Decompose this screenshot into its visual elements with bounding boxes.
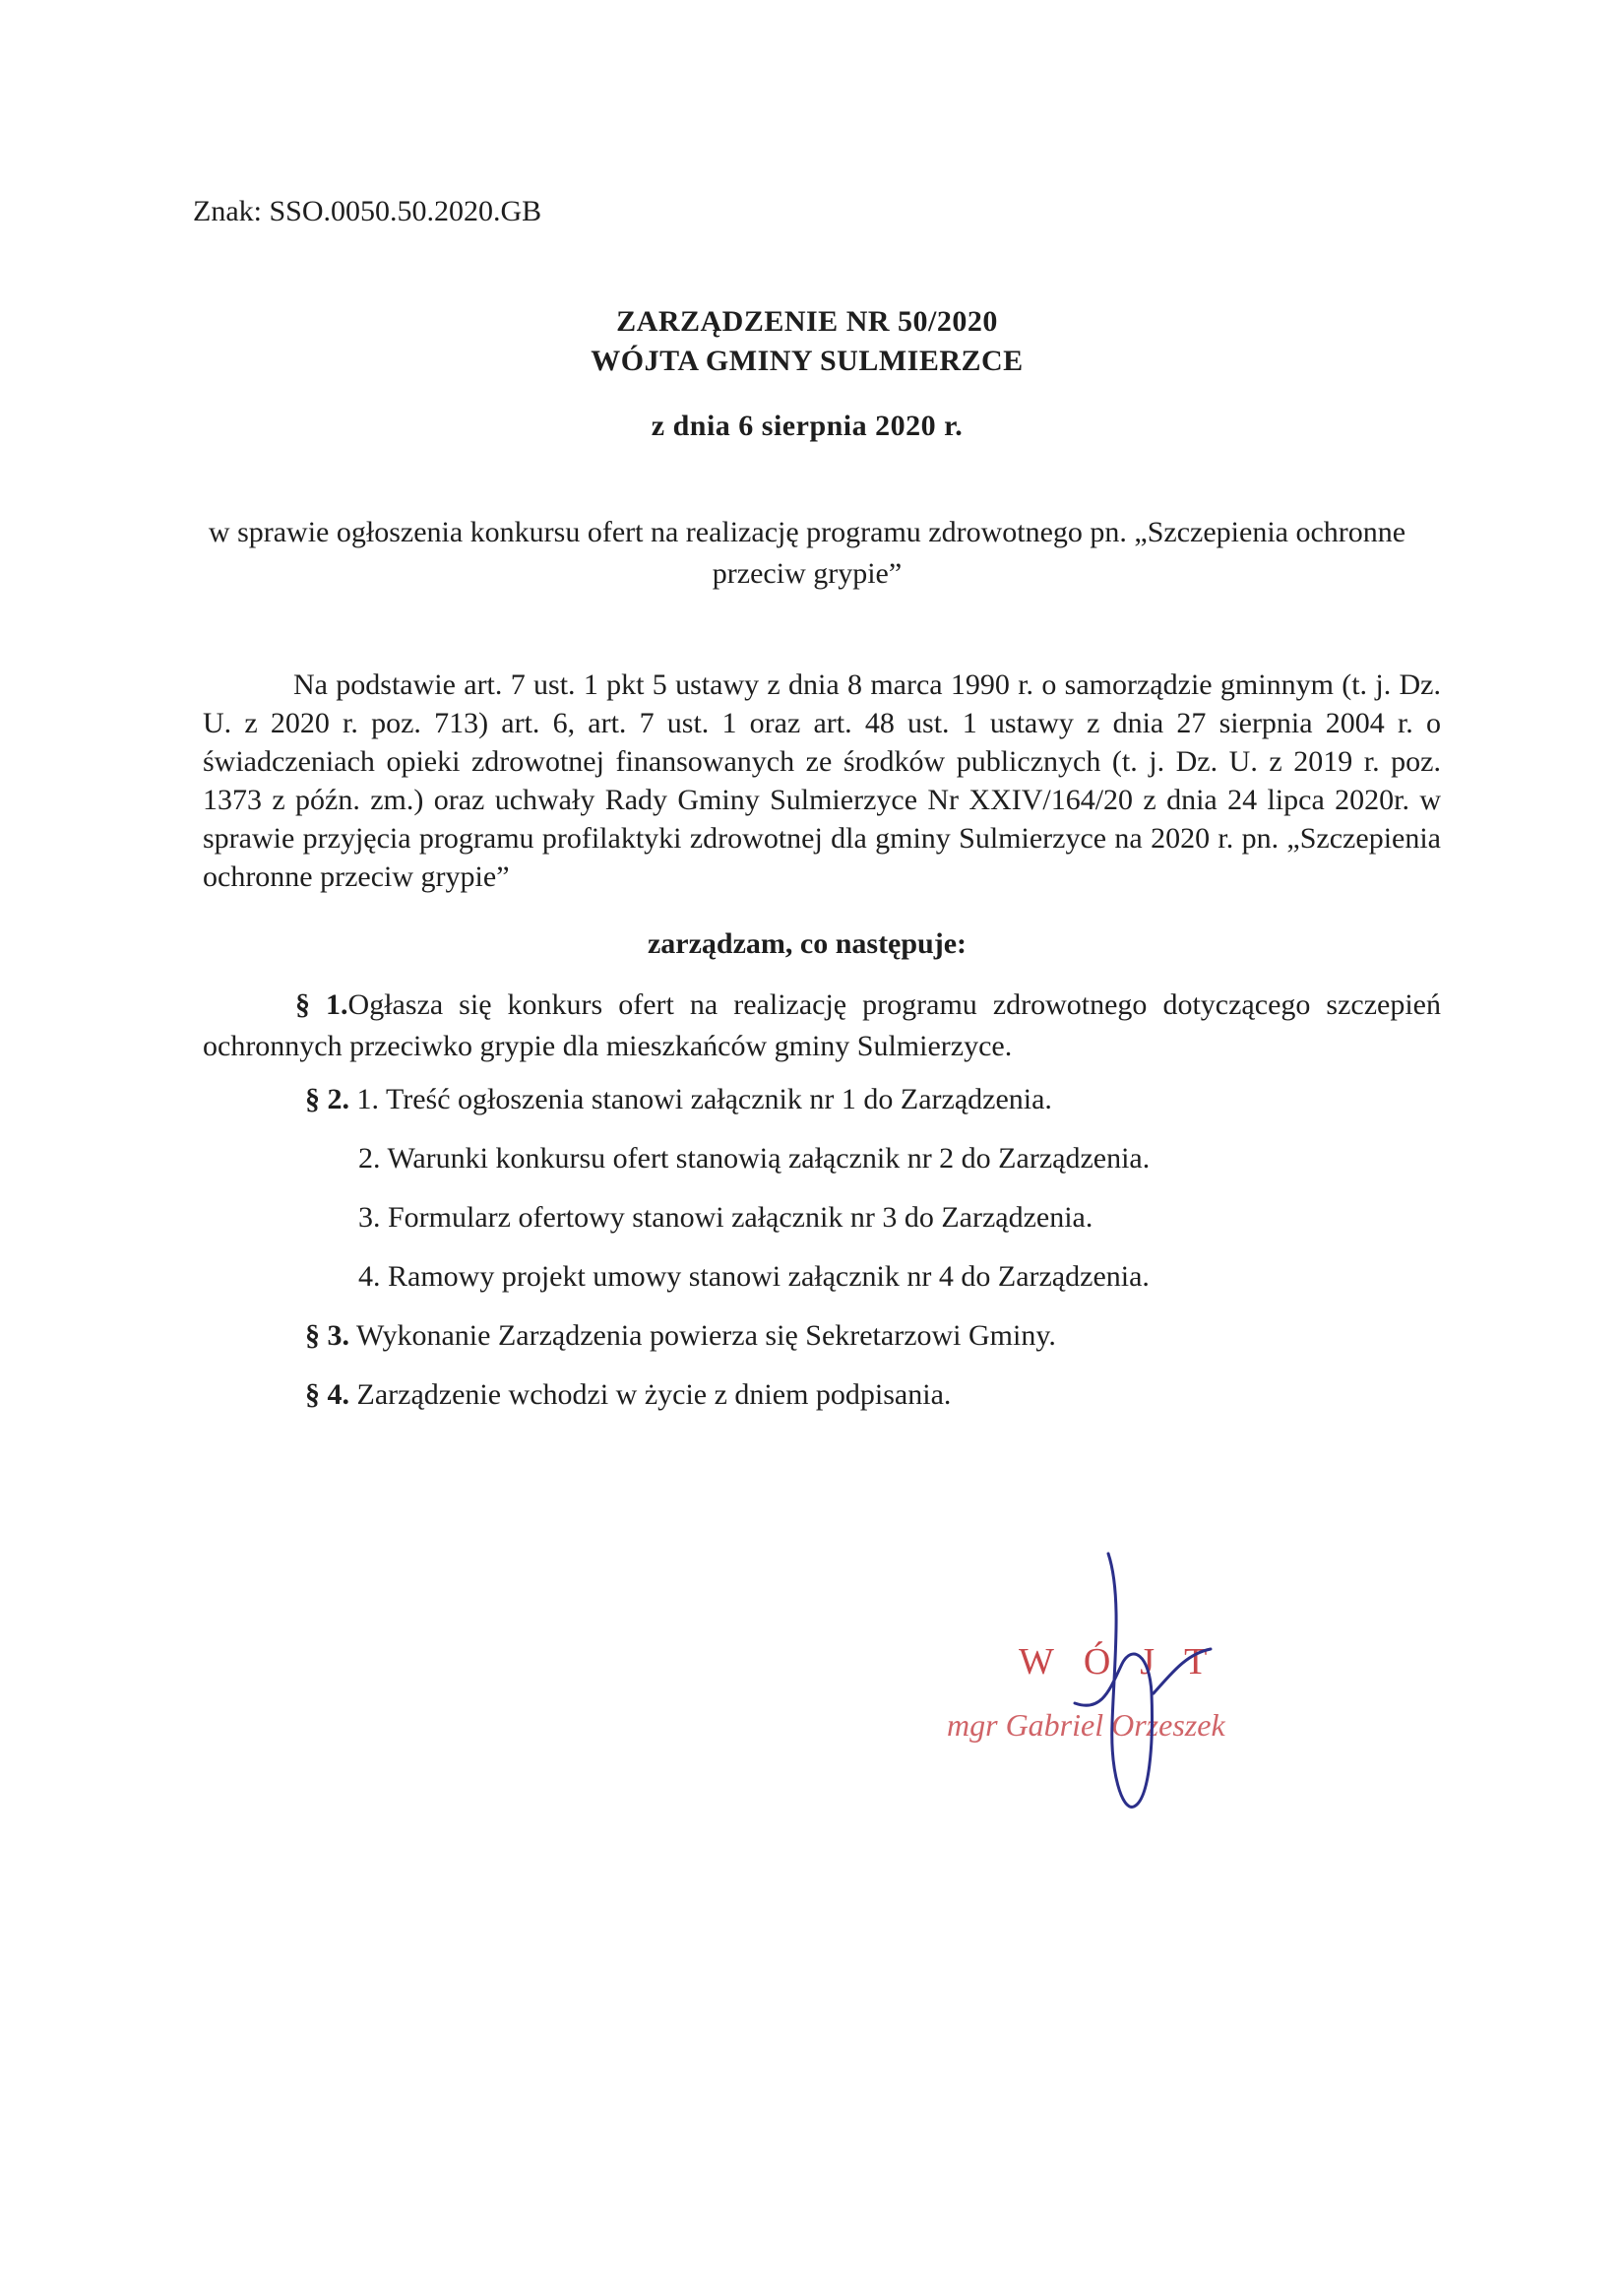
- section-2-item-4: 4. Ramowy projekt umowy stanowi załącznik nr 4 do Zarządzenia.: [358, 1260, 1150, 1293]
- decree-heading: zarządzam, co następuje:: [647, 927, 968, 960]
- section-3: [305, 1319, 1056, 1353]
- section-2-item-2: 2. Warunki konkursu ofert stanowią załącznik nr 2 do Zarządzenia.: [358, 1142, 1151, 1175]
- reference-number: Znak: SSO.0050.50.2020.GB: [193, 195, 542, 227]
- section-2-mark: § 2.: [305, 1083, 349, 1115]
- legal-basis: Na podstawie art. 7 ust. 1 pkt 5 ustawy z dnia 8 marca 1990 r. o samorządzie gminnym (t. j. Dz. U. z 2020 r. poz. 713) art. 6, art. 7 ust. 1 oraz art. 48 ust. 1 ustawy z dnia 27 sierpnia 2004 r. o świadczeniach opieki zdrowotnej finansowanych ze środków publicznych (t. j. Dz. U. z 2019 r. poz. 1373 z późn. zm.) oraz uchwały Rady Gminy Sulmierzyce Nr XXIV/164/20 z dnia 24 lipca 2020r. w sprawie przyjęcia programu profilaktyki zdrowotnej dla gminy Sulmierzyce na 2020 r. pn. „Szczepienia ochronne przeciw grypie”: [203, 668, 1441, 893]
- subject: w sprawie ogłoszenia konkursu ofert na realizację programu zdrowotnego pn. „Szczepienia ochronne przeciw grypie”: [208, 516, 1406, 590]
- section-4: [305, 1378, 951, 1412]
- section-1: [203, 985, 1441, 1067]
- section-1-mark: § 1.: [295, 988, 348, 1021]
- section-4-text: Zarządzenie wchodzi w życie z dniem podpisania.: [356, 1378, 952, 1411]
- section-3-text: Wykonanie Zarządzenia powierza się Sekretarzowi Gminy.: [355, 1319, 1056, 1352]
- section-4-mark: § 4.: [305, 1378, 349, 1411]
- stamp-name: mgr Gabriel Orzeszek: [947, 1707, 1225, 1743]
- date-line: z dnia 6 sierpnia 2020 r.: [651, 410, 964, 442]
- section-2-item-3: 3. Formularz ofertowy stanowi załącznik nr 3 do Zarządzenia.: [358, 1201, 1093, 1234]
- title-line-1: ZARZĄDZENIE NR 50/2020: [616, 305, 998, 338]
- section-3-mark: § 3.: [305, 1319, 349, 1352]
- title-line-2: WÓJTA GMINY SULMIERZCE: [591, 345, 1024, 377]
- stamp-title: WÓJT: [1019, 1641, 1237, 1683]
- section-2-item-1: § 2. 1. Treść ogłoszenia stanowi załącznik nr 1 do Zarządzenia.: [305, 1083, 1052, 1115]
- section-1-text: Ogłasza się konkurs ofert na realizację programu zdrowotnego dotyczącego szczepień ochronnych przeciwko grypie dla mieszkańców gminy Sulmierzyce.: [203, 988, 1441, 1062]
- handwritten-signature: [1063, 1546, 1220, 1821]
